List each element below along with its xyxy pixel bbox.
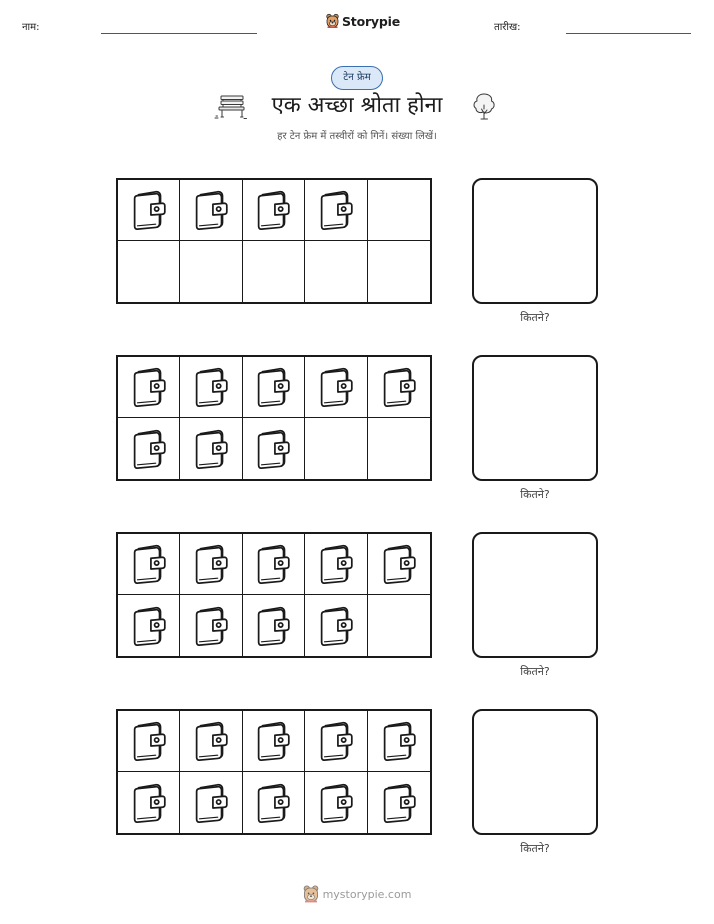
wallet-icon [191, 426, 231, 472]
ten-frame-cell [118, 711, 180, 772]
how-many-label: कितने? [520, 842, 550, 855]
ten-frame-cell [180, 418, 242, 479]
wallet-icon [379, 718, 419, 764]
wallet-icon [316, 718, 356, 764]
wallet-icon [129, 187, 169, 233]
wallet-icon [316, 603, 356, 649]
ten-frame-cell [243, 241, 305, 302]
wallet-icon [129, 364, 169, 410]
wallet-icon [191, 780, 231, 826]
footer [0, 885, 714, 903]
bear-face-icon [326, 13, 339, 29]
wallet-icon [191, 187, 231, 233]
ten-frame-cell [118, 418, 180, 479]
wallet-icon [129, 718, 169, 764]
ten-frame-cell [180, 357, 242, 418]
wallet-icon [253, 426, 293, 472]
wallet-icon [253, 780, 293, 826]
ten-frame-cell [180, 772, 242, 833]
ten-frame-cell [180, 595, 242, 656]
footer-url: mystorypie.com [322, 887, 412, 901]
ten-frame-cell [118, 241, 180, 302]
wallet-icon [129, 541, 169, 587]
ten-frame-cell [243, 711, 305, 772]
how-many-label: कितने? [520, 311, 550, 324]
ten-frame-cell [118, 595, 180, 656]
wallet-icon [191, 364, 231, 410]
ten-frame-cell [243, 595, 305, 656]
wallet-icon [191, 541, 231, 587]
ten-frame-cell [368, 418, 430, 479]
ten-frame [116, 355, 432, 481]
page-title: एक अच्छा श्रोता होना [271, 93, 443, 118]
ten-frame [116, 709, 432, 835]
title-row [0, 90, 714, 124]
ten-frame-cell [368, 595, 430, 656]
wallet-icon [316, 780, 356, 826]
date-label: तारीख: [494, 22, 521, 33]
wallet-icon [253, 541, 293, 587]
how-many-label: कितने? [520, 665, 550, 678]
ten-frame-cell [305, 772, 367, 833]
wallet-icon [253, 718, 293, 764]
wallet-icon [316, 187, 356, 233]
ten-frame-cell [305, 711, 367, 772]
wallet-icon [316, 541, 356, 587]
worksheet-type-pill: टेन फ्रेम [331, 66, 383, 90]
ten-frame-cell [118, 357, 180, 418]
ten-frame-cell [243, 357, 305, 418]
answer-box[interactable] [472, 355, 598, 481]
wallet-icon [129, 426, 169, 472]
ten-frame-cell [180, 711, 242, 772]
ten-frame-cell [243, 418, 305, 479]
bear-face-icon [303, 885, 319, 903]
ten-frame-cell [118, 772, 180, 833]
ten-frame-cell [180, 180, 242, 241]
ten-frame-cell [305, 534, 367, 595]
date-field[interactable] [566, 33, 691, 34]
answer-box[interactable] [472, 709, 598, 835]
ten-frame-cell [243, 534, 305, 595]
wallet-icon [191, 718, 231, 764]
name-field[interactable] [101, 33, 257, 34]
wallet-icon [316, 364, 356, 410]
brand-logo [326, 13, 400, 29]
wallet-icon [129, 603, 169, 649]
wallet-icon [129, 780, 169, 826]
ten-frame-cell [243, 772, 305, 833]
ten-frame-cell [305, 241, 367, 302]
wallet-icon [379, 780, 419, 826]
wallet-icon [253, 187, 293, 233]
ten-frame-cell [118, 534, 180, 595]
ten-frame-cell [180, 241, 242, 302]
ten-frame-cell [368, 241, 430, 302]
ten-frame-cell [368, 711, 430, 772]
how-many-label: कितने? [520, 488, 550, 501]
ten-frame-cell [243, 180, 305, 241]
ten-frame-cell [368, 357, 430, 418]
wallet-icon [253, 364, 293, 410]
ten-frame-cell [180, 534, 242, 595]
ten-frame-cell [305, 357, 367, 418]
ten-frame [116, 178, 432, 304]
ten-frame-cell [305, 180, 367, 241]
ten-frame-cell [368, 180, 430, 241]
wallet-icon [191, 603, 231, 649]
tree-icon [469, 91, 499, 121]
instructions: हर टेन फ्रेम में तस्वीरों को गिनें। संख्या लिखें। [277, 131, 437, 142]
wallet-icon [379, 541, 419, 587]
ten-frame-cell [305, 595, 367, 656]
brand-name: Storypie [342, 13, 400, 29]
wallet-icon [253, 603, 293, 649]
ten-frame-cell [118, 180, 180, 241]
ten-frame-cell [368, 534, 430, 595]
ten-frame-cell [305, 418, 367, 479]
answer-box[interactable] [472, 532, 598, 658]
ten-frame-cell [368, 772, 430, 833]
name-label: नाम: [22, 22, 40, 33]
ten-frame [116, 532, 432, 658]
wallet-icon [379, 364, 419, 410]
answer-box[interactable] [472, 178, 598, 304]
